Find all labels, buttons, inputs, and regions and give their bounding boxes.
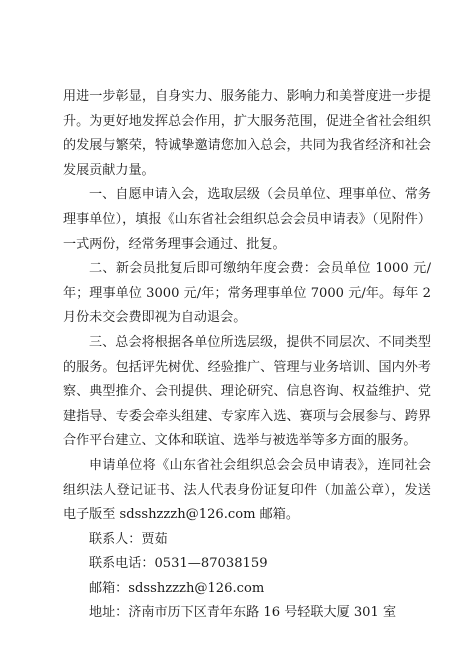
services-paragraph: 三、总会将根据各单位所选层级，提供不同层次、不同类型的服务。包括评先树优、经验推广、管理与业务培训、国内外考察、典型推介、会刊提供、理论研究、信息咨询、权益维护、党建指导、专委会牵头组建、专家库入选、赛项与会展参与、跨界合作平台建立、文体和联谊、选举与被选举等多方面的服务。 bbox=[63, 334, 431, 449]
membership-application-paragraph: 一、自愿申请入会，选取层级（会员单位、理事单位、常务理事单位），填报《山东省社会组织总会会员申请表》（见附件）一式两份，经常务理事会通过、批复。 bbox=[63, 187, 431, 252]
contact-person: 联系人：贾茹 bbox=[89, 531, 168, 547]
contact-email: 邮箱：sdsshzzzh@126.com bbox=[89, 580, 265, 596]
membership-fee-paragraph: 二、新会员批复后即可缴纳年度会费：会员单位 1000 元/年；理事单位 3000 元/年；常务理事单位 7000 元/年。每年 2 月份未交会费即视为自动退会。 bbox=[63, 261, 431, 326]
application-submission-paragraph: 申请单位将《山东省社会组织总会会员申请表》，连同社会组织法人登记证书、法人代表身份证复印件（加盖公章），发送电子版至 sdsshzzzh@126.com 邮箱。 bbox=[63, 457, 431, 523]
intro-paragraph: 用进一步彰显，自身实力、服务能力、影响力和美誉度进一步提升。为更好地发挥总会作用，扩大服务范围，促进全省社会组织的发展与繁荣，特诚挚邀请您加入总会，共同为我省经济和社会发展贡献力量。 bbox=[63, 89, 431, 178]
contact-phone: 联系电话：0531—87038159 bbox=[89, 556, 268, 572]
contact-address: 地址：济南市历下区青年东路 16 号轻联大厦 301 室 bbox=[89, 605, 397, 621]
document-body bbox=[63, 85, 431, 626]
